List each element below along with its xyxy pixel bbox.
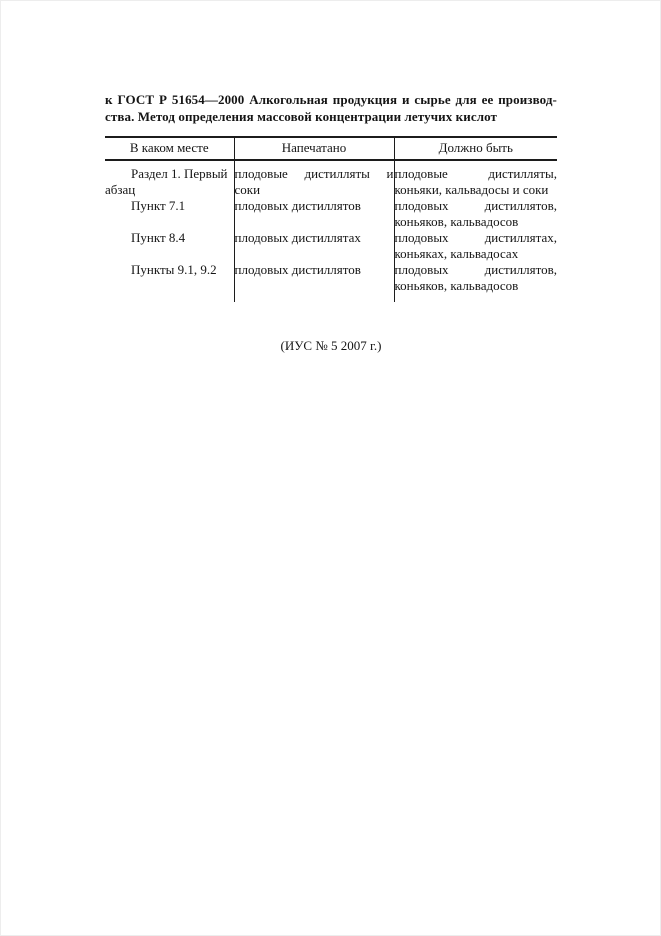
table-row bbox=[105, 160, 557, 198]
cell-location: Пункты 9.1, 9.2 bbox=[131, 262, 217, 277]
table-row bbox=[105, 198, 557, 230]
column-header-location: В каком месте bbox=[105, 137, 234, 160]
errata-table bbox=[105, 136, 557, 302]
cell-printed: плодовых дистиллятов bbox=[234, 262, 394, 302]
publication-note: (ИУС № 5 2007 г.) bbox=[280, 338, 382, 353]
cell-correct: плодовые дистилляты, коньяки, кальвадосы и соки bbox=[394, 160, 557, 198]
cell-location: Раздел 1. Первый абзац bbox=[105, 166, 228, 197]
cell-location: Пункт 7.1 bbox=[131, 198, 186, 213]
table-row bbox=[105, 262, 557, 302]
cell-location: Пункт 8.4 bbox=[131, 230, 186, 245]
cell-printed: плодовых дистиллятах bbox=[234, 230, 394, 262]
amendment-title-line-1: к ГОСТ Р 51654—2000 Алкогольная продукция и сырье для ее производ- bbox=[105, 92, 557, 107]
cell-correct: плодовых дистиллятов, коньяков, кальвадосов bbox=[394, 198, 557, 229]
cell-printed: плодовых дистиллятов bbox=[234, 198, 394, 230]
cell-correct: плодовых дистиллятах, коньяках, кальвадосах bbox=[394, 230, 557, 261]
amendment-title bbox=[105, 91, 557, 125]
table-row bbox=[105, 230, 557, 262]
cell-printed: плодовые дистилляты и соки bbox=[234, 160, 394, 198]
amendment-title-line-2: ства. Метод определения массовой концентрации летучих кислот bbox=[105, 109, 498, 124]
cell-correct: плодовых дистиллятов, коньяков, кальвадосов bbox=[394, 262, 557, 302]
table-header-row bbox=[105, 137, 557, 160]
column-header-correct: Должно быть bbox=[394, 137, 557, 160]
column-header-printed: Напечатано bbox=[234, 137, 394, 160]
